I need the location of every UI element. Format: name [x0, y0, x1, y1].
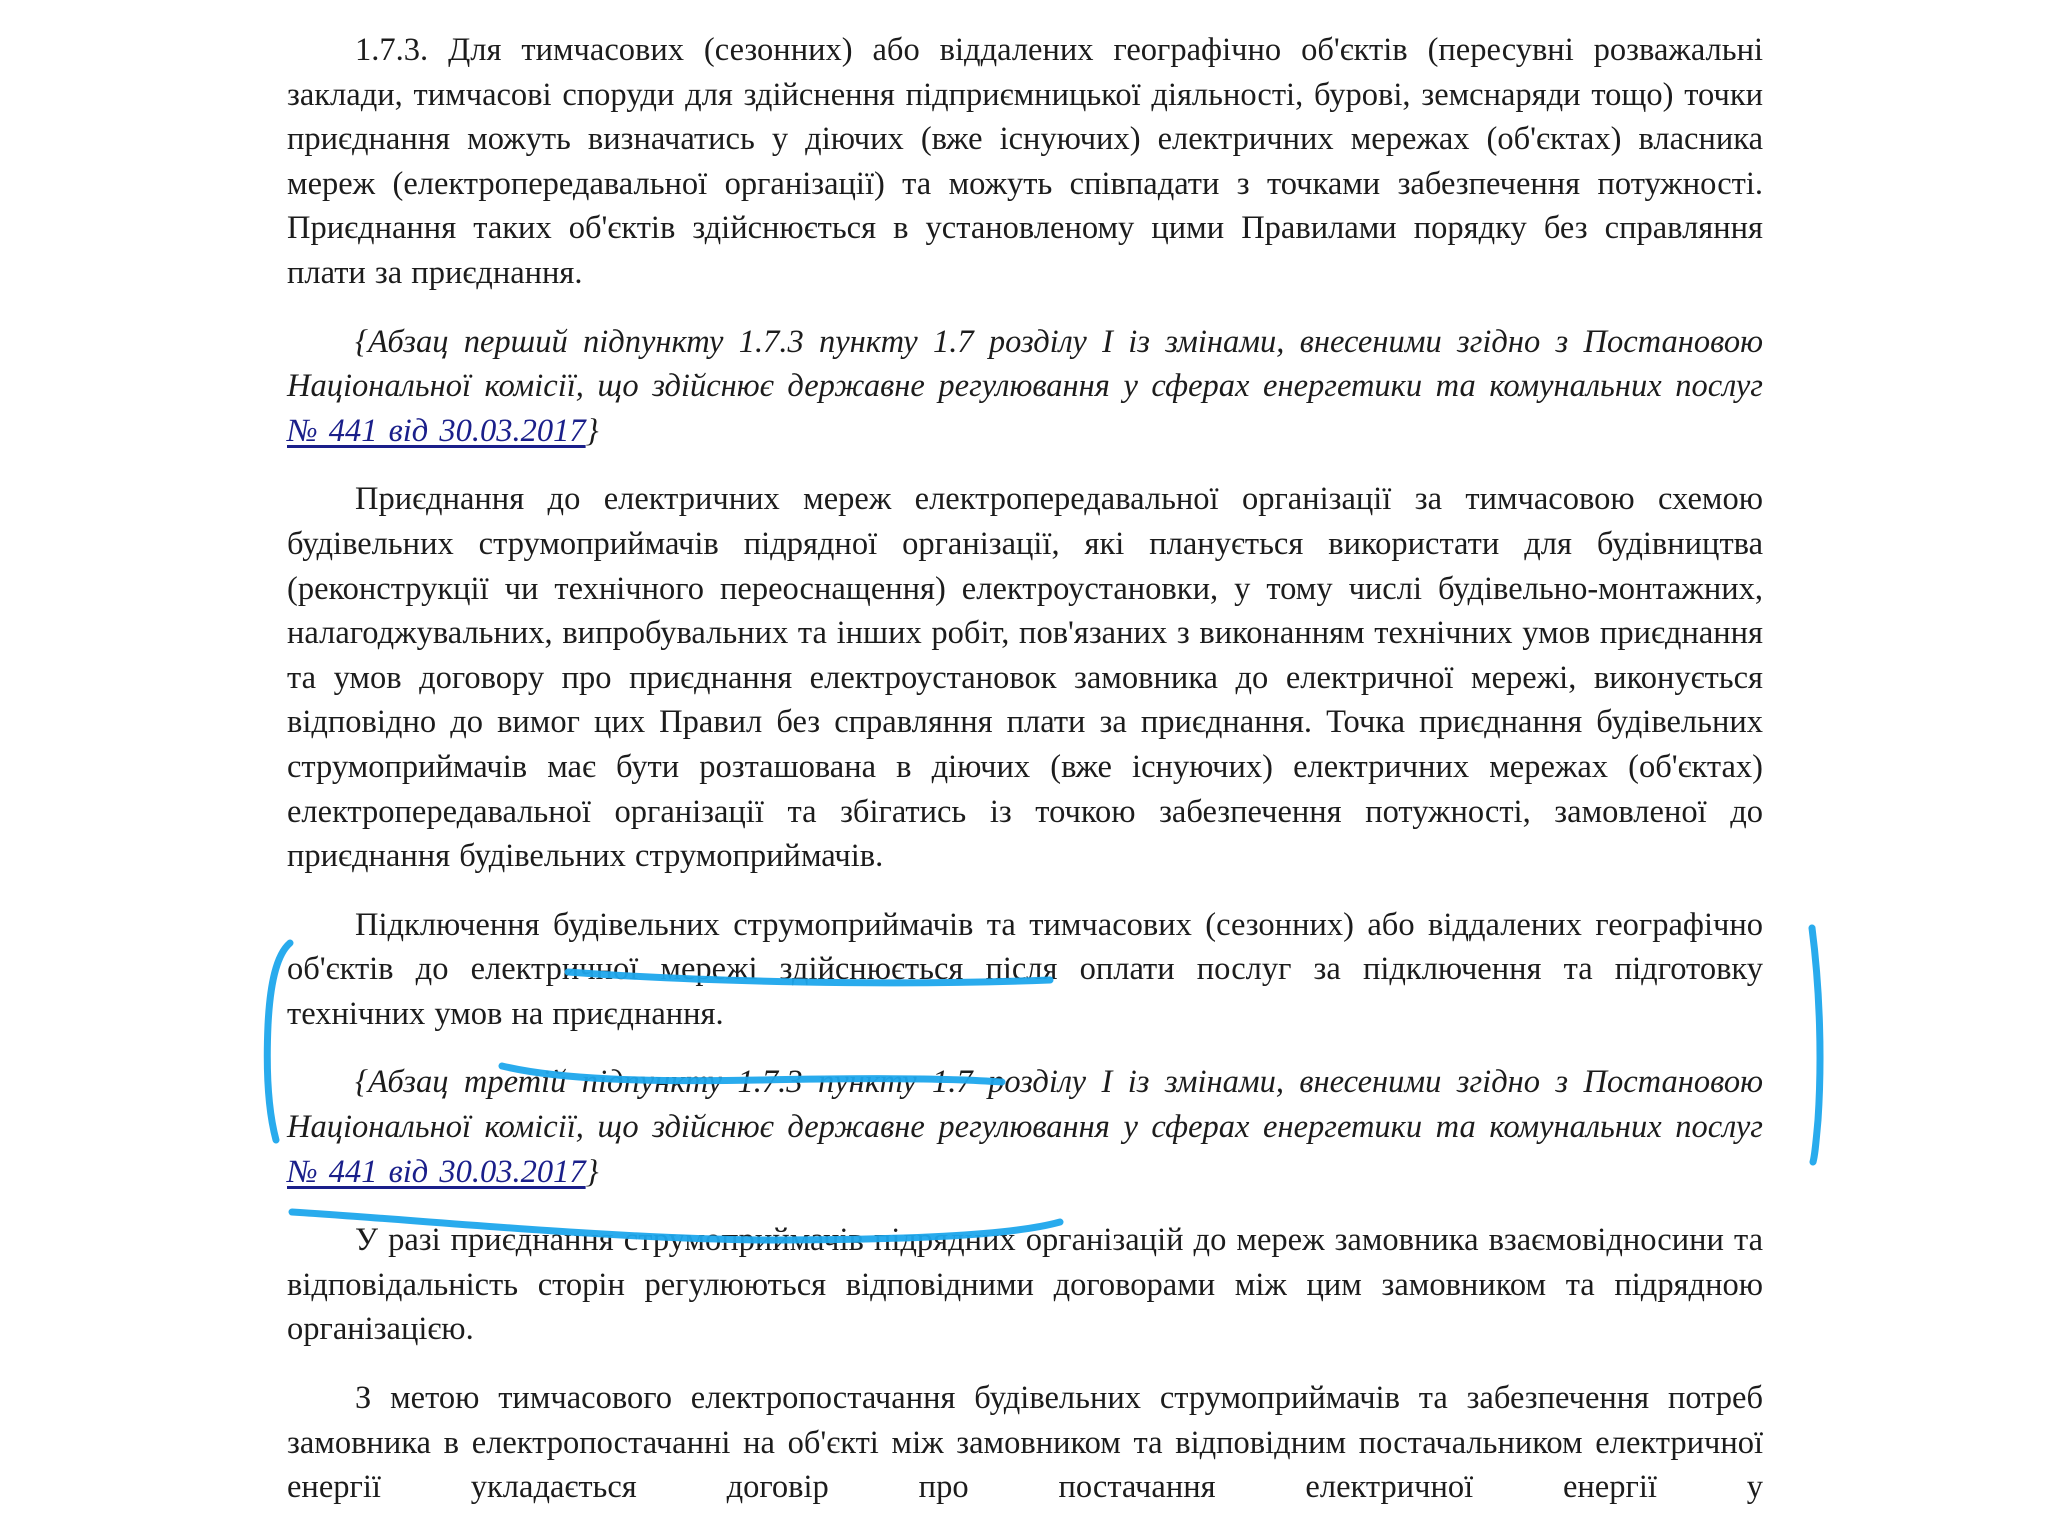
- resolution-link[interactable]: № 441 від 30.03.2017: [287, 1153, 586, 1190]
- paragraph-1-7-3: 1.7.3. Для тимчасових (сезонних) або віддалених географічно об'єктів (пересувні розважальні заклади, тимчасові споруди для здійснення підприємницької діяльності, бурові, земснаряди тощо) точки приєднання можуть визначатись у діючих (вже існуючих) електричних мережах (об'єктах) власника мереж (електропередавальної організації) та можуть співпадати з точками забезпечення потужності. Приєднання таких об'єктів здійснюється в установленому цими Правилами порядку без справляння плати за приєднання.: [287, 32, 1763, 291]
- paragraph-temporary-scheme: Приєднання до електричних мереж електропередавальної організації за тимчасовою схемою будівельних струмоприймачів підрядної організації, які планується використати для будівництва (реконструкції чи технічного переоснащення) електроустановки, у тому числі будівельно-монтажних, налагоджувальних, випробувальних та інших робіт, пов'язаних з виконанням технічних умов приєднання та умов договору про приєднання електроустановок замовника до електричної мережі, виконується відповідно до вимог цих Правил без справляння плати за приєднання. Точка приєднання будівельних струмоприймачів має бути розташована в діючих (вже існуючих) електричних мережах (об'єктах) електропередавальної організації та збігатись із точкою забезпечення потужності, замовленої до приєднання будівельних струмоприймачів.: [287, 481, 1763, 875]
- resolution-link[interactable]: № 441 від 30.03.2017: [287, 412, 586, 449]
- right-bracket-mark: [1812, 928, 1820, 1162]
- amendment-note-close: }: [585, 412, 599, 449]
- document-body: [287, 28, 1763, 1506]
- paragraph-contractor-relations: У разі приєднання струмоприймачів підрядних організацій до мереж замовника взаємовідносини та відповідальність сторін регулюються відповідними договорами між цим замовником та підрядною організацією.: [287, 1222, 1763, 1348]
- amendment-note-close: }: [585, 1153, 599, 1190]
- amendment-note-text: {Абзац перший підпункту 1.7.3 пункту 1.7 розділу I із змінами, внесеними згідно з Постановою Національної комісії, що здійснює державне регулювання у сферах енергетики та комунальних послуг: [287, 323, 1763, 405]
- amendment-note-third: [287, 1060, 1763, 1194]
- amendment-note-first: [287, 320, 1763, 454]
- paragraph-connection-payment: Підключення будівельних струмоприймачів та тимчасових (сезонних) або віддалених географічно об'єктів до електричної мережі здійснюється після оплати послуг за підключення та підготовку технічних умов на приєднання.: [287, 906, 1763, 1032]
- paragraph-temporary-supply: З метою тимчасового електропостачання будівельних струмоприймачів та забезпечення потреб замовника в електропостачанні на об'єкті між замовником та відповідним постачальником електричної енергії укладається договір про постачання електричної енергії у: [287, 1380, 1763, 1506]
- amendment-note-text: {Абзац третій підпункту 1.7.3 пункту 1.7 розділу I із змінами, внесеними згідно з Постановою Національної комісії, що здійснює державне регулювання у сферах енергетики та комунальних послуг: [287, 1064, 1763, 1146]
